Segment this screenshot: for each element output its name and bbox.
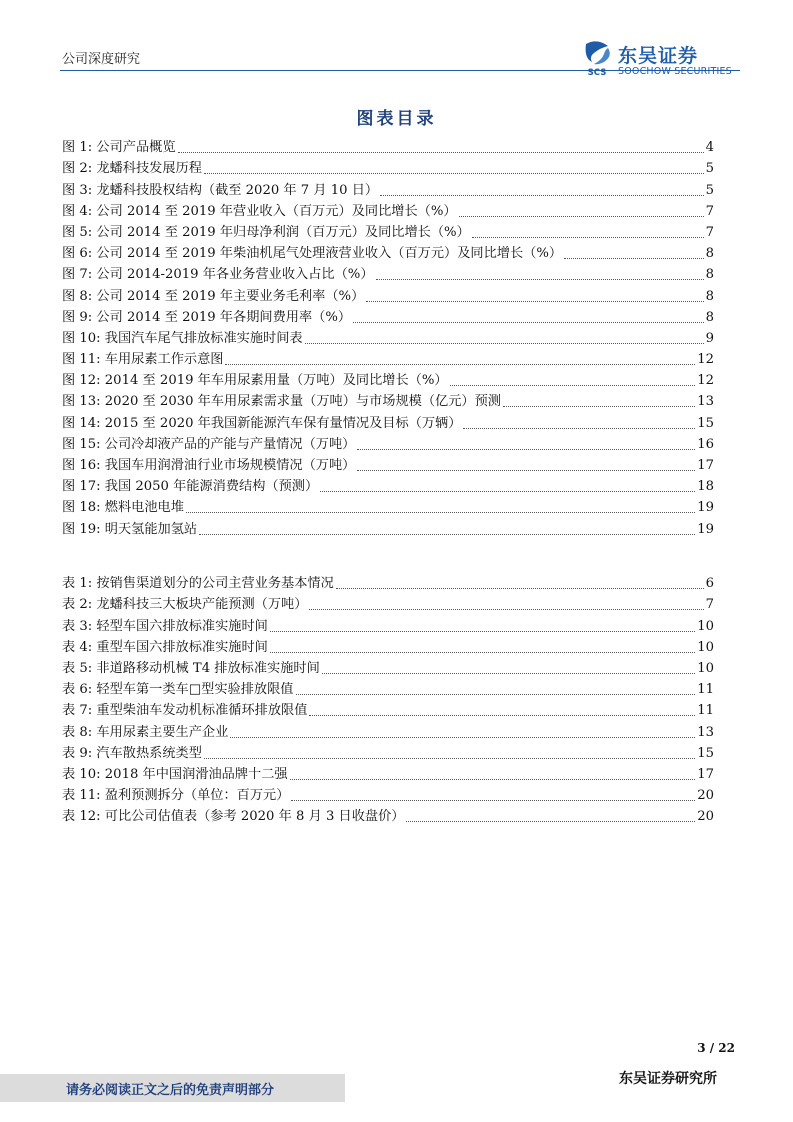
table-entry-page: 17 [697, 766, 714, 782]
figure-entry[interactable] [62, 283, 714, 304]
table-entry[interactable] [62, 677, 714, 698]
figure-entry[interactable] [62, 135, 714, 156]
figure-entry-page: 8 [705, 309, 714, 325]
figure-entry-label: 图 2: 龙蟠科技发展历程 [62, 161, 202, 177]
dot-leader [322, 673, 695, 674]
table-entry-label: 表 1: 按销售渠道划分的公司主营业务基本情况 [62, 576, 334, 592]
figure-entry[interactable] [62, 516, 714, 537]
table-entry[interactable] [62, 783, 714, 804]
figure-entry-page: 18 [697, 479, 714, 495]
figure-entry-page: 19 [697, 500, 714, 516]
table-entry-label: 表 8: 车用尿素主要生产企业 [62, 724, 229, 740]
figure-entry[interactable] [62, 262, 714, 283]
figure-entry-page: 17 [697, 458, 714, 473]
dot-leader [450, 385, 696, 386]
table-entry-page: 7 [705, 597, 714, 613]
figure-list [62, 135, 714, 538]
table-entry-page: 10 [697, 660, 714, 676]
footer-institute: 东吴证券研究所 [619, 1071, 717, 1087]
table-entry-page: 15 [697, 745, 714, 761]
table-entry-label: 表 11: 盈利预测拆分（单位：百万元） [62, 788, 290, 804]
figure-entry-page: 12 [697, 352, 714, 368]
table-entry-label: 表 10: 2018 年中国润滑油品牌十二强 [62, 766, 288, 782]
figure-entry-label: 图 19: 明天氢能加氢站 [62, 521, 198, 537]
figure-entry-label: 图 6: 公司 2014 至 2019 年柴油机尾气处理液营业收入（百万元）及同比增长（%） [62, 246, 563, 262]
figure-entry-page: 7 [705, 203, 714, 219]
figure-entry[interactable] [62, 305, 714, 326]
figure-entry-page: 16 [697, 436, 714, 452]
figure-entry-page: 4 [705, 140, 714, 156]
table-entry-page: 11 [697, 703, 714, 719]
figure-entry-label: 图 8: 公司 2014 至 2019 年主要业务毛利率（%） [62, 288, 365, 304]
table-entry[interactable] [62, 571, 714, 592]
figure-entry-label: 图 4: 公司 2014 至 2019 年营业收入（百万元）及同比增长（%） [62, 203, 457, 219]
figure-entry[interactable] [62, 199, 714, 220]
figure-entry-label: 图 10: 我国汽车尾气排放标准实施时间表 [62, 330, 303, 346]
dot-leader [463, 428, 695, 429]
logo-chinese-name: 东吴证券 [618, 45, 699, 67]
table-entry[interactable] [62, 804, 714, 825]
figure-entry[interactable] [62, 474, 714, 495]
figure-entry[interactable] [62, 410, 714, 431]
dot-leader [178, 152, 704, 153]
figure-entry-label: 图 5: 公司 2014 至 2019 年归母净利润（百万元）及同比增长（%） [62, 224, 470, 240]
dot-leader [380, 195, 704, 196]
dot-leader [320, 491, 695, 492]
table-entry[interactable] [62, 741, 714, 762]
figure-entry-page: 5 [705, 161, 714, 177]
figure-entry-label: 图 18: 燃料电池电堆 [62, 500, 184, 516]
dot-leader [204, 758, 695, 759]
table-entry[interactable] [62, 698, 714, 719]
logo-english-name: SOOCHOW SECURITIES [618, 66, 732, 77]
logo-mark-icon [580, 40, 614, 78]
figure-entry-label: 图 15: 公司冷却液产品的产能与产量情况（万吨） [62, 436, 356, 452]
header-section-label: 公司深度研究 [62, 52, 141, 67]
figure-entry-page: 12 [697, 373, 714, 389]
figure-entry[interactable] [62, 241, 714, 262]
figure-entry-page: 9 [705, 330, 714, 346]
dot-leader [406, 821, 695, 822]
figure-entry[interactable] [62, 220, 714, 241]
figure-entry[interactable] [62, 326, 714, 347]
dot-leader [199, 534, 695, 535]
table-entry-label: 表 4: 重型车国六排放标准实施时间 [62, 639, 268, 655]
table-entry-page: 13 [697, 724, 714, 740]
figure-entry-label: 图 7: 公司 2014-2019 年各业务营业收入占比（%） [62, 267, 374, 283]
table-entry[interactable] [62, 592, 714, 613]
figure-entry-label: 图 13: 2020 至 2030 年车用尿素需求量（万吨）与市场规模（亿元）预测 [62, 394, 501, 410]
table-list [62, 571, 714, 825]
dot-leader [459, 216, 704, 217]
toc-title: 图表目录 [356, 109, 437, 129]
dot-leader [353, 322, 704, 323]
figure-entry-label: 图 11: 车用尿素工作示意图 [62, 352, 224, 368]
table-entry-page: 20 [697, 788, 714, 804]
figure-entry[interactable] [62, 368, 714, 389]
dot-leader [270, 652, 695, 653]
dot-leader [503, 406, 695, 407]
dot-leader [230, 737, 695, 738]
figure-entry-page: 19 [697, 521, 714, 537]
figure-entry-label: 图 12: 2014 至 2019 年车用尿素用量（万吨）及同比增长（%） [62, 373, 448, 389]
table-entry[interactable] [62, 656, 714, 677]
figure-entry-label: 图 14: 2015 至 2020 年我国新能源汽车保有量情况及目标（万辆） [62, 415, 462, 431]
table-entry-page: 6 [705, 576, 714, 592]
figure-entry-page: 8 [705, 288, 714, 304]
footer-disclaimer: 请务必阅读正文之后的免责声明部分 [66, 1083, 275, 1098]
table-entry-label: 表 3: 轻型车国六排放标准实施时间 [62, 618, 268, 634]
dot-leader [296, 694, 696, 695]
dot-leader [366, 301, 703, 302]
table-entry-label: 表 2: 龙蟠科技三大板块产能预测（万吨） [62, 597, 308, 613]
figure-entry-label: 图 16: 我国车用润滑油行业市场规模情况（万吨） [62, 458, 356, 473]
dot-leader [309, 715, 695, 716]
figure-entry[interactable] [62, 156, 714, 177]
dot-leader [305, 343, 704, 344]
figure-entry-label: 图 1: 公司产品概览 [62, 140, 176, 156]
dot-leader [290, 779, 696, 780]
figure-entry[interactable] [62, 177, 714, 198]
table-entry-page: 20 [697, 809, 714, 825]
dot-leader [357, 470, 695, 471]
table-entry-page: 11 [697, 682, 714, 698]
table-entry-label: 表 9: 汽车散热系统类型 [62, 745, 202, 761]
figure-entry[interactable] [62, 389, 714, 410]
dot-leader [186, 512, 695, 513]
figure-entry[interactable] [62, 453, 714, 474]
figure-entry-label: 图 17: 我国 2050 年能源消费结构（预测） [62, 479, 319, 495]
logo-mark-text: SCS [587, 68, 607, 78]
dot-leader [472, 237, 704, 238]
figure-entry[interactable] [62, 347, 714, 368]
table-entry-page: 10 [697, 639, 714, 655]
table-entry-label: 表 7: 重型柴油车发动机标准循环排放限值 [62, 703, 308, 719]
dot-leader [376, 279, 704, 280]
header-rule [60, 70, 740, 71]
dot-leader [336, 588, 704, 589]
table-entry-label: 表 12: 可比公司估值表（参考 2020 年 8 月 3 日收盘价） [62, 809, 405, 825]
figure-entry-page: 5 [705, 182, 714, 198]
figure-entry-page: 13 [697, 394, 714, 410]
figure-entry[interactable] [62, 495, 714, 516]
dot-leader [309, 609, 703, 610]
figure-entry-label: 图 9: 公司 2014 至 2019 年各期间费用率（%） [62, 309, 352, 325]
figure-entry-page: 7 [705, 224, 714, 240]
table-entry[interactable] [62, 719, 714, 740]
figure-entry-page: 8 [705, 246, 714, 262]
page-number: 3 / 22 [697, 1041, 735, 1055]
figure-entry-label: 图 3: 龙蟠科技股权结构（截至 2020 年 7 月 10 日） [62, 182, 379, 198]
dot-leader [291, 800, 695, 801]
figure-entry-page: 15 [697, 415, 714, 431]
table-entry[interactable] [62, 635, 714, 656]
table-entry[interactable] [62, 613, 714, 634]
figure-entry[interactable] [62, 432, 714, 453]
table-entry[interactable] [62, 762, 714, 783]
dot-leader [225, 364, 695, 365]
dot-leader [270, 631, 695, 632]
dot-leader [564, 258, 704, 259]
company-logo [580, 40, 750, 80]
figure-entry-page: 8 [705, 267, 714, 283]
table-entry-label: 表 5: 非道路移动机械 T4 排放标准实施时间 [62, 660, 320, 676]
dot-leader [357, 449, 695, 450]
table-entry-label: 表 6: 轻型车第一类车□型实验排放限值 [62, 682, 294, 698]
dot-leader [204, 173, 704, 174]
table-entry-page: 10 [697, 618, 714, 634]
